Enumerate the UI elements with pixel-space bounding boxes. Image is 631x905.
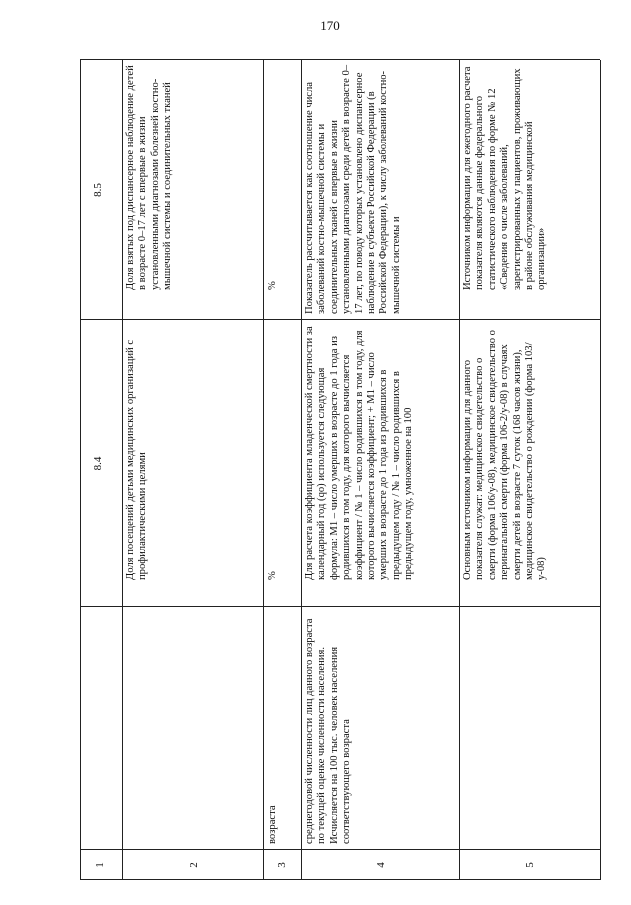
column-header: 2 [188,862,200,868]
table-cell-name: Доля посещений детьми медицинских организаций с профилактическими целями [125,339,149,580]
table-border [600,60,601,880]
table-border [80,59,600,60]
table-cell-method: Для расчета коэффициента младенческой смертности за календарный год (qo) используется следующая формула: М1 – число умерших в возрасте до 1 года из родившихся в том году, для которого вычисляется коэффициент / № 1 – число родившихся в том году, для которого вычисляется коэффициент; + М1 – число умерших в возрасте до 1 года из родившихся в предыдущем году / № 1 – число родившихся в предыдущем году, умноженное на 100 [304,326,415,580]
page-number: 170 [320,18,340,33]
table-divider [122,60,123,880]
table-divider [301,60,302,880]
column-header: 5 [524,862,536,868]
rotated-table [80,60,600,880]
row-number: 8.5 [92,183,104,197]
table-divider [80,319,600,320]
table-cell-method: Показатель рассчитывается как соотношение числа заболеваний костно-мышечной системы и соединительных тканей с впервые в жизни установленными диагнозами среди детей в возрасте 0–17 лет, по поводу которых установлено диспансерное наблюдение в субъекте Российской Федерации (в Российской Федерации), к числу заболеваний костно-мышечной системы и [304,64,402,314]
table-cell-unit: % [267,571,278,580]
table-divider [80,849,600,850]
table-cell-name: Доля взятых под диспансерное наблюдение детей в возрасте 0–17 лет с впервые в жизни установленными диагнозами болезней костно-мышечной системы и соединительных тканей [125,65,174,290]
table-cell-method: среднегодовой численности лиц данного возраста по текущей оценке численности населения. Исчисляется на 100 тыс. человек населения соответствующего возраста [304,618,353,844]
table-cell-source: Источником информации для ежегодного расчета показателя являются данные федерального статистического наблюдения по форме № 12 «Сведения о числе заболеваний, зарегистрированных у пациентов, проживающих в районе обслуживания медицинской организации» [462,66,548,290]
table-border [80,879,600,880]
row-number: 8.4 [92,456,104,471]
table-cell-source: Основным источником информации для данного показателя служат: медицинское свидетельство о смерти (форма 106/у-08), медицинское свидетельство о перинатальной смерти (форма 106-2/у-08) в случаях смерти детей в возрасте 7 суток (168 часов жизни), медицинское свидетельство о рождении (форма 103/у-08) [462,330,548,580]
table-divider [80,606,600,607]
column-header: 4 [375,862,387,868]
table-divider [263,60,264,880]
table-cell-unit: % [267,281,278,290]
column-header: 3 [276,862,288,868]
table-divider [459,60,460,880]
table-cell-unit: возраста [267,805,278,844]
table-border [80,60,81,880]
column-header: 1 [94,862,106,868]
